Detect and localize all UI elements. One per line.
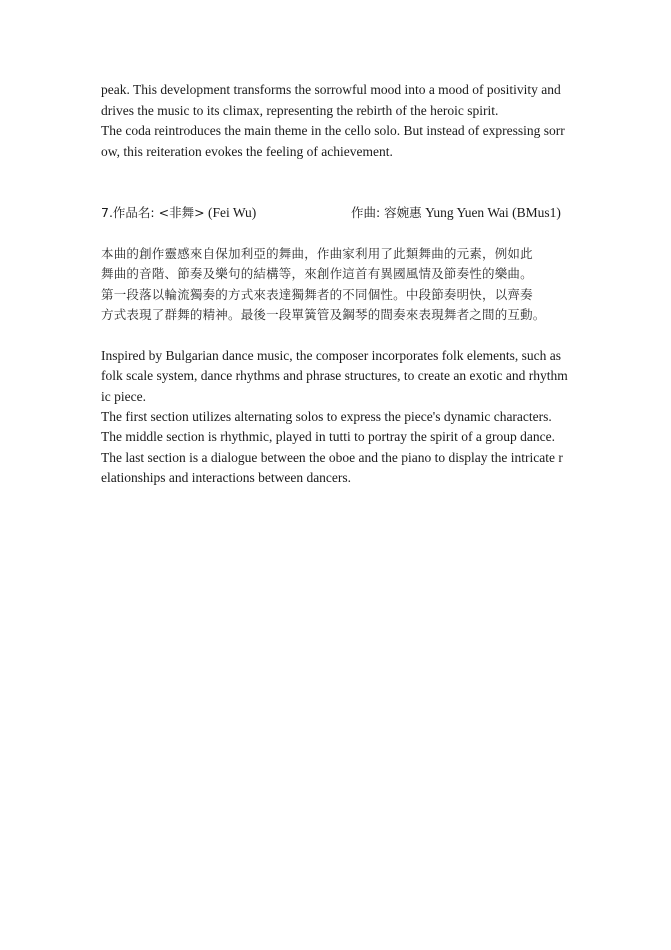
intro-line-3: The coda reintroduces the main theme in the cello solo. But instead of expressing sorr <box>101 123 565 138</box>
english-line-3: ic piece. <box>101 389 146 404</box>
composer-label: 作曲: 容婉惠 <box>351 205 422 220</box>
chinese-line-4: 方式表現了群舞的精神。最後一段單簧管及鋼琴的間奏來表現舞者之間的互動。 <box>101 307 546 322</box>
piece-title-en: (Fei Wu) <box>204 205 257 220</box>
composer-credit <box>351 203 561 223</box>
english-line-2: folk scale system, dance rhythms and phrase structures, to create an exotic and rhythm <box>101 368 568 383</box>
english-line-5: The middle section is rhythmic, played in tutti to portray the spirit of a group dance. <box>101 429 556 444</box>
intro-line-2: drives the music to its climax, representing the rebirth of the heroic spirit. <box>101 103 499 118</box>
piece-heading <box>101 203 581 223</box>
english-line-6: The last section is a dialogue between the oboe and the piano to display the intricate r <box>101 450 563 465</box>
chinese-line-2: 舞曲的音階、節奏及樂句的結構等，來創作這首有異國風情及節奏性的樂曲。 <box>101 266 533 281</box>
composer-name: Yung Yuen Wai (BMus1) <box>421 205 561 220</box>
english-line-1: Inspired by Bulgarian dance music, the composer incorporates folk elements, such as <box>101 348 561 363</box>
english-line-7: elationships and interactions between dancers. <box>101 470 352 485</box>
piece-number-label: 7.作品名: <box>101 205 159 220</box>
intro-line-4: ow, this reiteration evokes the feeling of achievement. <box>101 144 393 159</box>
english-line-4: The first section utilizes alternating solos to express the piece's dynamic characters. <box>101 409 552 424</box>
chinese-line-3: 第一段落以輪流獨奏的方式來表達獨舞者的不同個性。中段節奏明快，以齊奏 <box>101 287 533 302</box>
intro-line-1: peak. This development transforms the sorrowful mood into a mood of positivity and <box>101 82 561 97</box>
piece-title-zh: <非舞> <box>158 205 205 220</box>
chinese-line-1: 本曲的創作靈感來自保加利亞的舞曲，作曲家利用了此類舞曲的元素，例如此 <box>101 246 533 261</box>
